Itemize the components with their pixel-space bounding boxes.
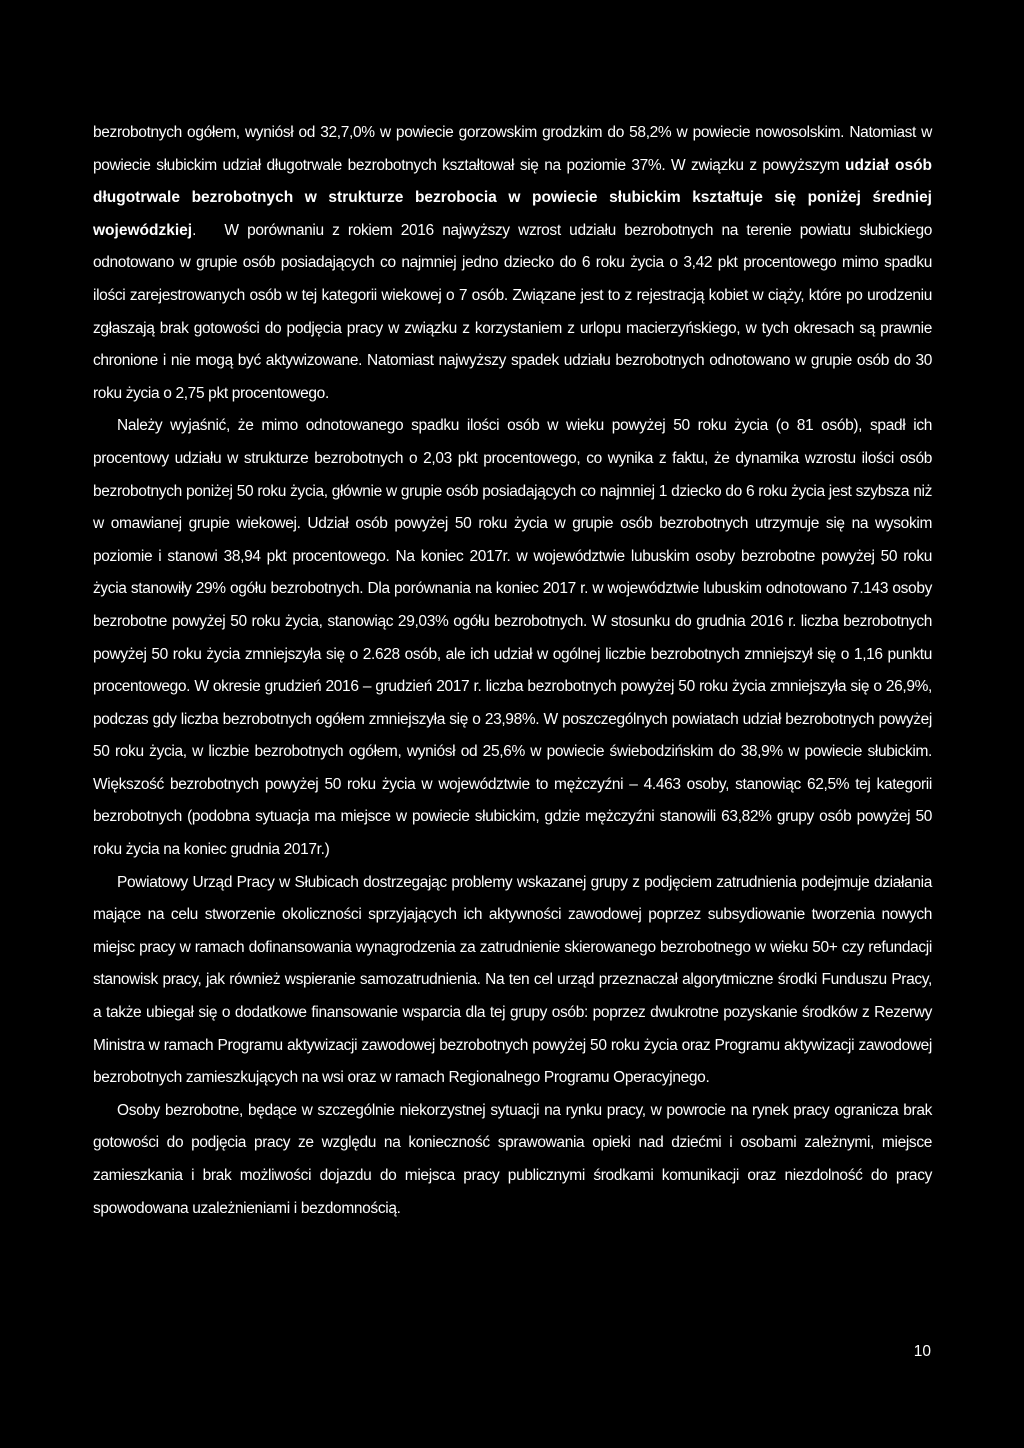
paragraph-1: [93, 117, 932, 410]
paragraph-1-text-after: .: [192, 221, 205, 239]
paragraph-5: Osoby bezrobotne, będące w szczególnie niekorzystnej sytuacji na rynku pracy, w powrocie na rynek pracy ogranicza brak gotowości do podjęcia pracy ze względu na konieczność sprawowania opieki nad dziećmi i osobami zależnymi, miejsce zamieszkania i brak możliwości dojazdu do miejsca pracy publicznymi środkami komunikacji oraz niezdolność do pracy spowodowana uzależnieniami i bezdomnością.: [93, 1101, 932, 1217]
paragraph-1-bold-text: udział osób długotrwale bezrobotnych w strukturze bezrobocia w powiecie słubickim kształtuje się poniżej średniej wojewódzkiej: [93, 156, 933, 239]
page-number: 10: [913, 1343, 931, 1360]
paragraph-3: Należy wyjaśnić, że mimo odnotowanego spadku ilości osób w wieku powyżej 50 roku życia (o 81 osób), spadł ich procentowy udziału w strukturze bezrobotnych o 2,03 pkt procentowego, co wynika z faktu, że dynamika wzrostu ilości osób bezrobotnych poniżej 50 roku życia, głównie w grupie osób posiadających co najmniej 1 dziecko do 6 roku życia jest szybsza niż w omawianej grupie wiekowej. Udział osób powyżej 50 roku życia w grupie osób bezrobotnych utrzymuje się na wysokim poziomie i stanowi 38,94 pkt procentowego. Na koniec 2017r. w województwie lubuskim osoby bezrobotne powyżej 50 roku życia stanowiły 29% ogółu bezrobotnych. Dla porównania na koniec 2017 r. w województwie lubuskim odnotowano 7.143 osoby bezrobotne powyżej 50 roku życia, stanowiąc 29,03% ogółu bezrobotnych. W stosunku do grudnia 2016 r. liczba bezrobotnych powyżej 50 roku życia zmniejszyła się o 2.628 osób, ale ich udział w ogólnej liczbie bezrobotnych zmniejszył się o 1,16 punktu procentowego. W okresie grudzień 2016 – grudzień 2017 r. liczba bezrobotnych powyżej 50 roku życia zmniejszyła się o 26,9%, podczas gdy liczba bezrobotnych ogółem zmniejszyła się o 23,98%. W poszczególnych powiatach udział bezrobotnych powyżej 50 roku życia, w liczbie bezrobotnych ogółem, wyniósł od 25,6% w powiecie świebodzińskim do 38,9% w powiecie słubickim. Większość bezrobotnych powyżej 50 roku życia w województwie to mężczyźni – 4.463 osoby, stanowiąc 62,5% tej kategorii bezrobotnych (podobna sytuacja ma miejsce w powiecie słubickim, gdzie mężczyźni stanowili 63,82% grupy osób powyżej 50 roku życia na koniec grudnia 2017r.): [93, 417, 932, 859]
paragraph-1-text: bezrobotnych ogółem, wyniósł od 32,7,0% w powiecie gorzowskim grodzkim do 58,2% w powiecie nowosolskim. Natomiast w powiecie słubickim udział długotrwale bezrobotnych kształtował się na poziomie 37%. W związku z powyższym: [93, 124, 932, 174]
page-body: [93, 117, 932, 1225]
paragraph-4: Powiatowy Urząd Pracy w Słubicach dostrzegając problemy wskazanej grupy z podjęciem zatrudnienia podejmuje działania mające na celu stworzenie okoliczności sprzyjających ich aktywności zawodowej poprzez subsydiowanie tworzenia nowych miejsc pracy w ramach dofinansowania wynagrodzenia za zatrudnienie skierowanego bezrobotnego w wieku 50+ czy refundacji stanowisk pracy, jak również wspieranie samozatrudnienia. Na ten cel urząd przeznaczał algorytmiczne środki Funduszu Pracy, a także ubiegał się o dodatkowe finansowanie wsparcia dla tej grupy osób: poprzez dwukrotne pozyskanie środków z Rezerwy Ministra w ramach Programu aktywizacji zawodowej bezrobotnych powyżej 50 roku życia oraz Programu aktywizacji zawodowej bezrobotnych zamieszkujących na wsi oraz w ramach Regionalnego Programu Operacyjnego.: [93, 873, 932, 1087]
paragraph-2-inline: W porównaniu z rokiem 2016 najwyższy wzrost udziału bezrobotnych na terenie powiatu słubickiego odnotowano w grupie osób posiadających co najmniej jedno dziecko do 6 roku życia o 3,42 pkt procentowego mimo spadku ilości zarejestrowanych osób w tej kategorii wiekowej o 7 osób. Związane jest to z rejestracją kobiet w ciąży, które po urodzeniu zgłaszają brak gotowości do podjęcia pracy w związku z korzystaniem z urlopu macierzyńskiego, w tych okresach są prawnie chronione i nie mogą być aktywizowane. Natomiast najwyższy spadek udziału bezrobotnych odnotowano w grupie osób do 30 roku życia o 2,75 pkt procentowego.: [93, 221, 932, 402]
